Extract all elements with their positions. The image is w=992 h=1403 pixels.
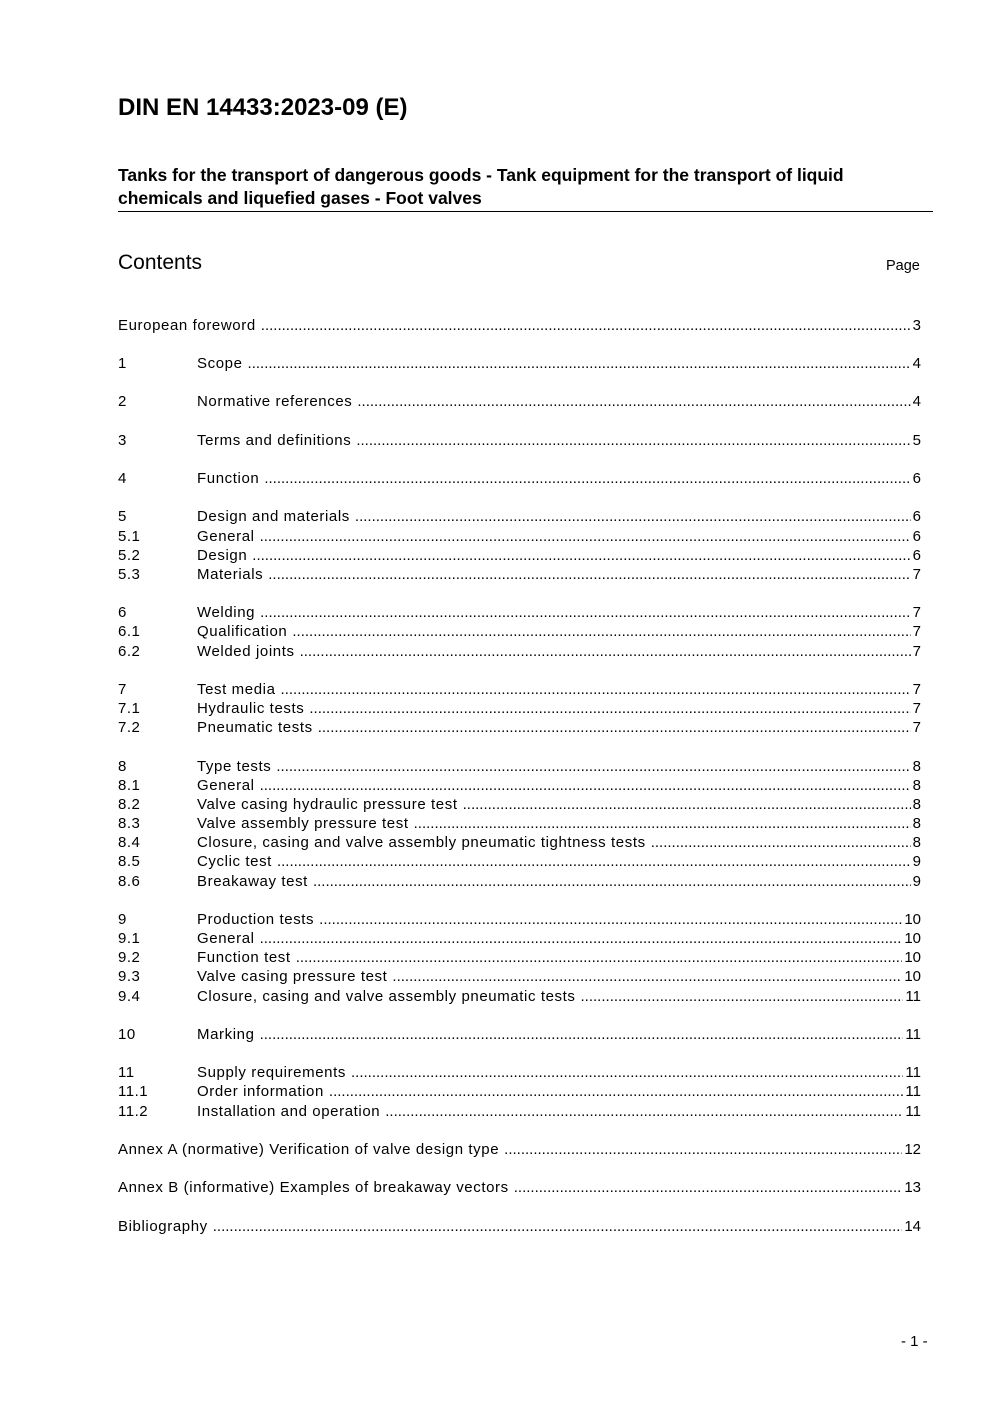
toc-dot-leader bbox=[277, 852, 911, 871]
toc-dot-leader bbox=[504, 1140, 902, 1159]
toc-entry-page: 7 bbox=[912, 681, 921, 698]
toc-entry-number: 6 bbox=[118, 604, 127, 621]
toc-dot-leader bbox=[248, 354, 911, 373]
toc-entry-number: 8.3 bbox=[118, 815, 141, 832]
toc-entry-page: 7 bbox=[912, 566, 921, 583]
toc-entry-title: Function bbox=[197, 470, 260, 487]
toc-dot-leader bbox=[351, 1063, 903, 1082]
toc-entry-page: 10 bbox=[904, 949, 921, 966]
toc-entry-page: 9 bbox=[912, 873, 921, 890]
toc-entry-title: Terms and definitions bbox=[197, 432, 352, 449]
toc-entry-title: Breakaway test bbox=[197, 873, 308, 890]
toc-entry-page: 7 bbox=[912, 719, 921, 736]
toc-entry-number: 9.3 bbox=[118, 968, 141, 985]
toc-entry[interactable] bbox=[118, 527, 921, 546]
toc-entry-number: 7.2 bbox=[118, 719, 141, 736]
toc-entry-number: 9.2 bbox=[118, 949, 141, 966]
toc-entry-title: Closure, casing and valve assembly pneumatic tests bbox=[197, 988, 576, 1005]
contents-heading: Contents bbox=[118, 251, 203, 274]
page-column-heading: Page bbox=[886, 258, 920, 274]
toc-entry-title: Design bbox=[197, 547, 248, 564]
toc-entry-title: Cyclic test bbox=[197, 853, 272, 870]
toc-entry-page: 8 bbox=[912, 815, 921, 832]
toc-entry-page: 6 bbox=[912, 508, 921, 525]
toc-entry-title: Marking bbox=[197, 1026, 255, 1043]
toc-dot-leader bbox=[252, 546, 910, 565]
toc-entry-page: 11 bbox=[905, 1026, 921, 1043]
toc-entry[interactable] bbox=[118, 354, 921, 373]
toc-entry-title: Type tests bbox=[197, 758, 272, 775]
toc-dot-leader bbox=[651, 833, 911, 852]
toc-dot-leader bbox=[414, 814, 911, 833]
document-title: Tanks for the transport of dangerous goods - Tank equipment for the transport of liquid chemicals and liquefied gases - Foot valves bbox=[118, 164, 933, 212]
toc-entry-title: Test media bbox=[197, 681, 276, 698]
toc-entry-title: Welding bbox=[197, 604, 256, 621]
toc-entry-number: 11.2 bbox=[118, 1103, 149, 1120]
toc-entry-page: 7 bbox=[912, 604, 921, 621]
toc-dot-leader bbox=[292, 622, 910, 641]
toc-entry-title: Closure, casing and valve assembly pneumatic tightness tests bbox=[197, 834, 646, 851]
toc-entry-page: 11 bbox=[905, 1064, 921, 1081]
toc-entry[interactable] bbox=[118, 316, 921, 335]
document-id: DIN EN 14433:2023-09 (E) bbox=[118, 94, 408, 121]
toc-entry[interactable] bbox=[118, 929, 921, 948]
toc-entry-title: Production tests bbox=[197, 911, 315, 928]
toc-entry-title: Valve casing hydraulic pressure test bbox=[197, 796, 458, 813]
toc-entry[interactable] bbox=[118, 1178, 921, 1197]
toc-dot-leader bbox=[260, 527, 911, 546]
toc-entry-title: Qualification bbox=[197, 623, 288, 640]
toc-entry-number: 3 bbox=[118, 432, 127, 449]
toc-dot-leader bbox=[213, 1217, 903, 1236]
toc-entry-number: 2 bbox=[118, 393, 127, 410]
toc-entry-number: 5.2 bbox=[118, 547, 141, 564]
toc-entry-number: 8.4 bbox=[118, 834, 141, 851]
toc-entry-number: 9.4 bbox=[118, 988, 141, 1005]
toc-entry-title: Design and materials bbox=[197, 508, 350, 525]
toc-entry[interactable] bbox=[118, 431, 921, 450]
toc-entry-title: General bbox=[197, 930, 255, 947]
toc-dot-leader bbox=[385, 1102, 903, 1121]
toc-entry-title: Supply requirements bbox=[197, 1064, 346, 1081]
toc-entry-page: 5 bbox=[912, 432, 921, 449]
toc-entry-page: 9 bbox=[912, 853, 921, 870]
toc-entry-title: Valve casing pressure test bbox=[197, 968, 388, 985]
toc-entry[interactable] bbox=[118, 699, 921, 718]
toc-entry-number: 6.1 bbox=[118, 623, 141, 640]
toc-entry[interactable] bbox=[118, 718, 921, 737]
toc-entry-page: 10 bbox=[904, 911, 921, 928]
toc-entry-title: Hydraulic tests bbox=[197, 700, 305, 717]
toc-entry-number: 8.5 bbox=[118, 853, 141, 870]
toc-entry-page: 11 bbox=[905, 988, 921, 1005]
toc-dot-leader bbox=[313, 872, 911, 891]
toc-entry[interactable] bbox=[118, 1082, 921, 1101]
toc-entry-number: 1 bbox=[118, 355, 127, 372]
toc-dot-leader bbox=[260, 929, 903, 948]
toc-entry-number: 9.1 bbox=[118, 930, 141, 947]
toc-entry-page: 7 bbox=[912, 643, 921, 660]
toc-entry-page: 4 bbox=[912, 355, 921, 372]
toc-entry-page: 13 bbox=[904, 1179, 921, 1196]
toc-entry-number: 11.1 bbox=[118, 1083, 149, 1100]
toc-dot-leader bbox=[261, 316, 911, 335]
toc-entry-title: Annex A (normative) Verification of valve design type bbox=[118, 1141, 500, 1158]
toc-dot-leader bbox=[281, 680, 911, 699]
toc-entry[interactable] bbox=[118, 1217, 921, 1236]
toc-dot-leader bbox=[355, 507, 911, 526]
toc-dot-leader bbox=[356, 431, 910, 450]
toc-entry[interactable] bbox=[118, 795, 921, 814]
toc-entry[interactable] bbox=[118, 507, 921, 526]
toc-entry-number: 9 bbox=[118, 911, 127, 928]
toc-entry[interactable] bbox=[118, 642, 921, 661]
toc-entry[interactable] bbox=[118, 872, 921, 891]
toc-entry-title: Materials bbox=[197, 566, 264, 583]
toc-entry-number: 5.3 bbox=[118, 566, 141, 583]
toc-dot-leader bbox=[296, 948, 903, 967]
toc-entry-page: 7 bbox=[912, 623, 921, 640]
toc-entry-page: 8 bbox=[912, 834, 921, 851]
toc-entry-number: 8.1 bbox=[118, 777, 141, 794]
toc-entry-title: Order information bbox=[197, 1083, 324, 1100]
toc-entry-page: 10 bbox=[904, 930, 921, 947]
toc-entry-page: 8 bbox=[912, 758, 921, 775]
toc-entry[interactable] bbox=[118, 1025, 921, 1044]
toc-entry-number: 7 bbox=[118, 681, 127, 698]
toc-entry-title: European foreword bbox=[118, 317, 256, 334]
toc-entry[interactable] bbox=[118, 910, 921, 929]
toc-dot-leader bbox=[276, 757, 910, 776]
toc-entry-number: 8.6 bbox=[118, 873, 141, 890]
toc-entry-page: 7 bbox=[912, 700, 921, 717]
toc-entry-page: 14 bbox=[904, 1218, 921, 1235]
page-number: - 1 - bbox=[901, 1333, 928, 1350]
toc-entry[interactable] bbox=[118, 565, 921, 584]
toc-entry[interactable] bbox=[118, 1140, 921, 1159]
toc-entry-number: 4 bbox=[118, 470, 127, 487]
toc-dot-leader bbox=[392, 967, 902, 986]
toc-entry[interactable] bbox=[118, 967, 921, 986]
toc-dot-leader bbox=[264, 469, 910, 488]
toc-dot-leader bbox=[268, 565, 910, 584]
toc-dot-leader bbox=[319, 910, 902, 929]
toc-entry[interactable] bbox=[118, 757, 921, 776]
toc-entry[interactable] bbox=[118, 1102, 921, 1121]
toc-dot-leader bbox=[300, 642, 911, 661]
toc-entry-title: General bbox=[197, 528, 255, 545]
toc-dot-leader bbox=[463, 795, 911, 814]
toc-entry-number: 5.1 bbox=[118, 528, 141, 545]
toc-entry[interactable] bbox=[118, 987, 921, 1006]
toc-entry-number: 7.1 bbox=[118, 700, 141, 717]
toc-entry[interactable] bbox=[118, 814, 921, 833]
toc-entry-page: 6 bbox=[912, 470, 921, 487]
toc-entry-number: 11 bbox=[118, 1064, 135, 1081]
toc-dot-leader bbox=[260, 1025, 904, 1044]
toc-entry-title: Normative references bbox=[197, 393, 353, 410]
toc-dot-leader bbox=[329, 1082, 904, 1101]
toc-entry-number: 5 bbox=[118, 508, 127, 525]
toc-entry-title: Welded joints bbox=[197, 643, 295, 660]
toc-entry-page: 11 bbox=[905, 1103, 921, 1120]
toc-entry-title: Scope bbox=[197, 355, 243, 372]
toc-dot-leader bbox=[318, 718, 911, 737]
toc-dot-leader bbox=[309, 699, 910, 718]
toc-entry-page: 12 bbox=[904, 1141, 921, 1158]
toc-entry[interactable] bbox=[118, 1063, 921, 1082]
toc-entry-page: 3 bbox=[912, 317, 921, 334]
toc-entry[interactable] bbox=[118, 469, 921, 488]
toc-entry-title: General bbox=[197, 777, 255, 794]
toc-entry[interactable] bbox=[118, 833, 921, 852]
toc-dot-leader bbox=[260, 603, 911, 622]
toc-entry-title: Pneumatic tests bbox=[197, 719, 313, 736]
toc-entry-number: 10 bbox=[118, 1026, 136, 1043]
toc-entry-page: 6 bbox=[912, 528, 921, 545]
toc-entry-page: 10 bbox=[904, 968, 921, 985]
toc-entry-page: 8 bbox=[912, 796, 921, 813]
toc-entry[interactable] bbox=[118, 776, 921, 795]
toc-entry-title: Annex B (informative) Examples of breakaway vectors bbox=[118, 1179, 509, 1196]
toc-entry[interactable] bbox=[118, 948, 921, 967]
toc-entry-title: Valve assembly pressure test bbox=[197, 815, 409, 832]
toc-entry-page: 6 bbox=[912, 547, 921, 564]
toc-entry-number: 8.2 bbox=[118, 796, 141, 813]
toc-entry[interactable] bbox=[118, 603, 921, 622]
toc-entry-page: 11 bbox=[905, 1083, 921, 1100]
toc-entry-title: Function test bbox=[197, 949, 291, 966]
toc-entry-page: 4 bbox=[912, 393, 921, 410]
toc-entry-title: Bibliography bbox=[118, 1218, 208, 1235]
toc-entry-title: Installation and operation bbox=[197, 1103, 381, 1120]
toc-entry[interactable] bbox=[118, 392, 921, 411]
toc-entry[interactable] bbox=[118, 680, 921, 699]
toc-entry-number: 8 bbox=[118, 758, 127, 775]
toc-dot-leader bbox=[514, 1178, 903, 1197]
toc-entry-number: 6.2 bbox=[118, 643, 141, 660]
toc-dot-leader bbox=[581, 987, 904, 1006]
toc-entry[interactable] bbox=[118, 622, 921, 641]
toc-entry[interactable] bbox=[118, 546, 921, 565]
toc-dot-leader bbox=[260, 776, 911, 795]
toc-entry[interactable] bbox=[118, 852, 921, 871]
toc-entry-page: 8 bbox=[912, 777, 921, 794]
toc-dot-leader bbox=[357, 392, 910, 411]
